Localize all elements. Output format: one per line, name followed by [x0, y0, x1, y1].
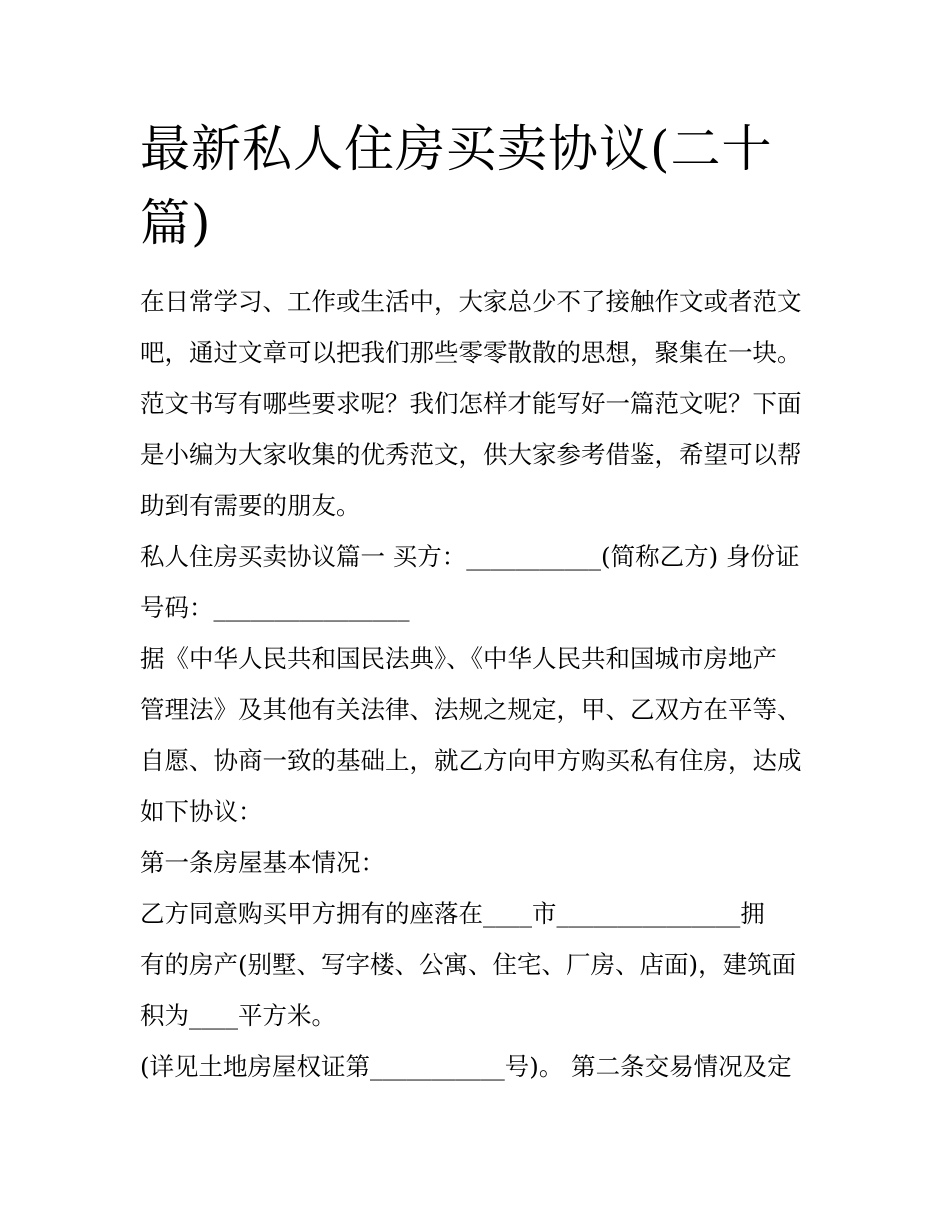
body-line: 私人住房买卖协议篇一 买方：___________(简称乙方) 身份证: [140, 542, 800, 571]
body-line: 是小编为大家收集的优秀范文，供大家参考借鉴，希望可以帮: [140, 440, 802, 469]
body-line: 积为____平方米。: [140, 1001, 336, 1030]
body-line: 助到有需要的朋友。: [140, 491, 361, 520]
title-line: 最新私人住房买卖协议(二十: [140, 120, 773, 178]
body-line: 如下协议：: [140, 797, 263, 826]
body-line: 管理法》及其他有关法律、法规之规定，甲、乙双方在平等、: [140, 695, 802, 724]
document-body: [140, 276, 820, 1092]
body-line: 自愿、协商一致的基础上，就乙方向甲方购买私有住房，达成: [140, 746, 802, 775]
body-line: (详见土地房屋权证第___________号)。 第二条交易情况及定: [140, 1052, 792, 1081]
body-line: 第一条房屋基本情况：: [140, 848, 385, 877]
body-line: 据《中华人民共和国民法典》、《中华人民共和国城市房地产: [140, 644, 777, 673]
body-line: 乙方同意购买甲方拥有的座落在____市_______________拥: [140, 899, 765, 928]
body-line: 范文书写有哪些要求呢？我们怎样才能写好一篇范文呢？下面: [140, 389, 802, 418]
title-line: 篇): [140, 194, 212, 252]
body-line: 有的房产(别墅、写字楼、公寓、住宅、厂房、店面)，建筑面: [140, 950, 797, 979]
body-line: 吧，通过文章可以把我们那些零零散散的思想，聚集在一块。: [140, 338, 802, 367]
body-line: 在日常学习、工作或生活中，大家总少不了接触作文或者范文: [140, 287, 802, 316]
body-line: 号码：________________: [140, 593, 410, 622]
document-title: [140, 112, 820, 260]
